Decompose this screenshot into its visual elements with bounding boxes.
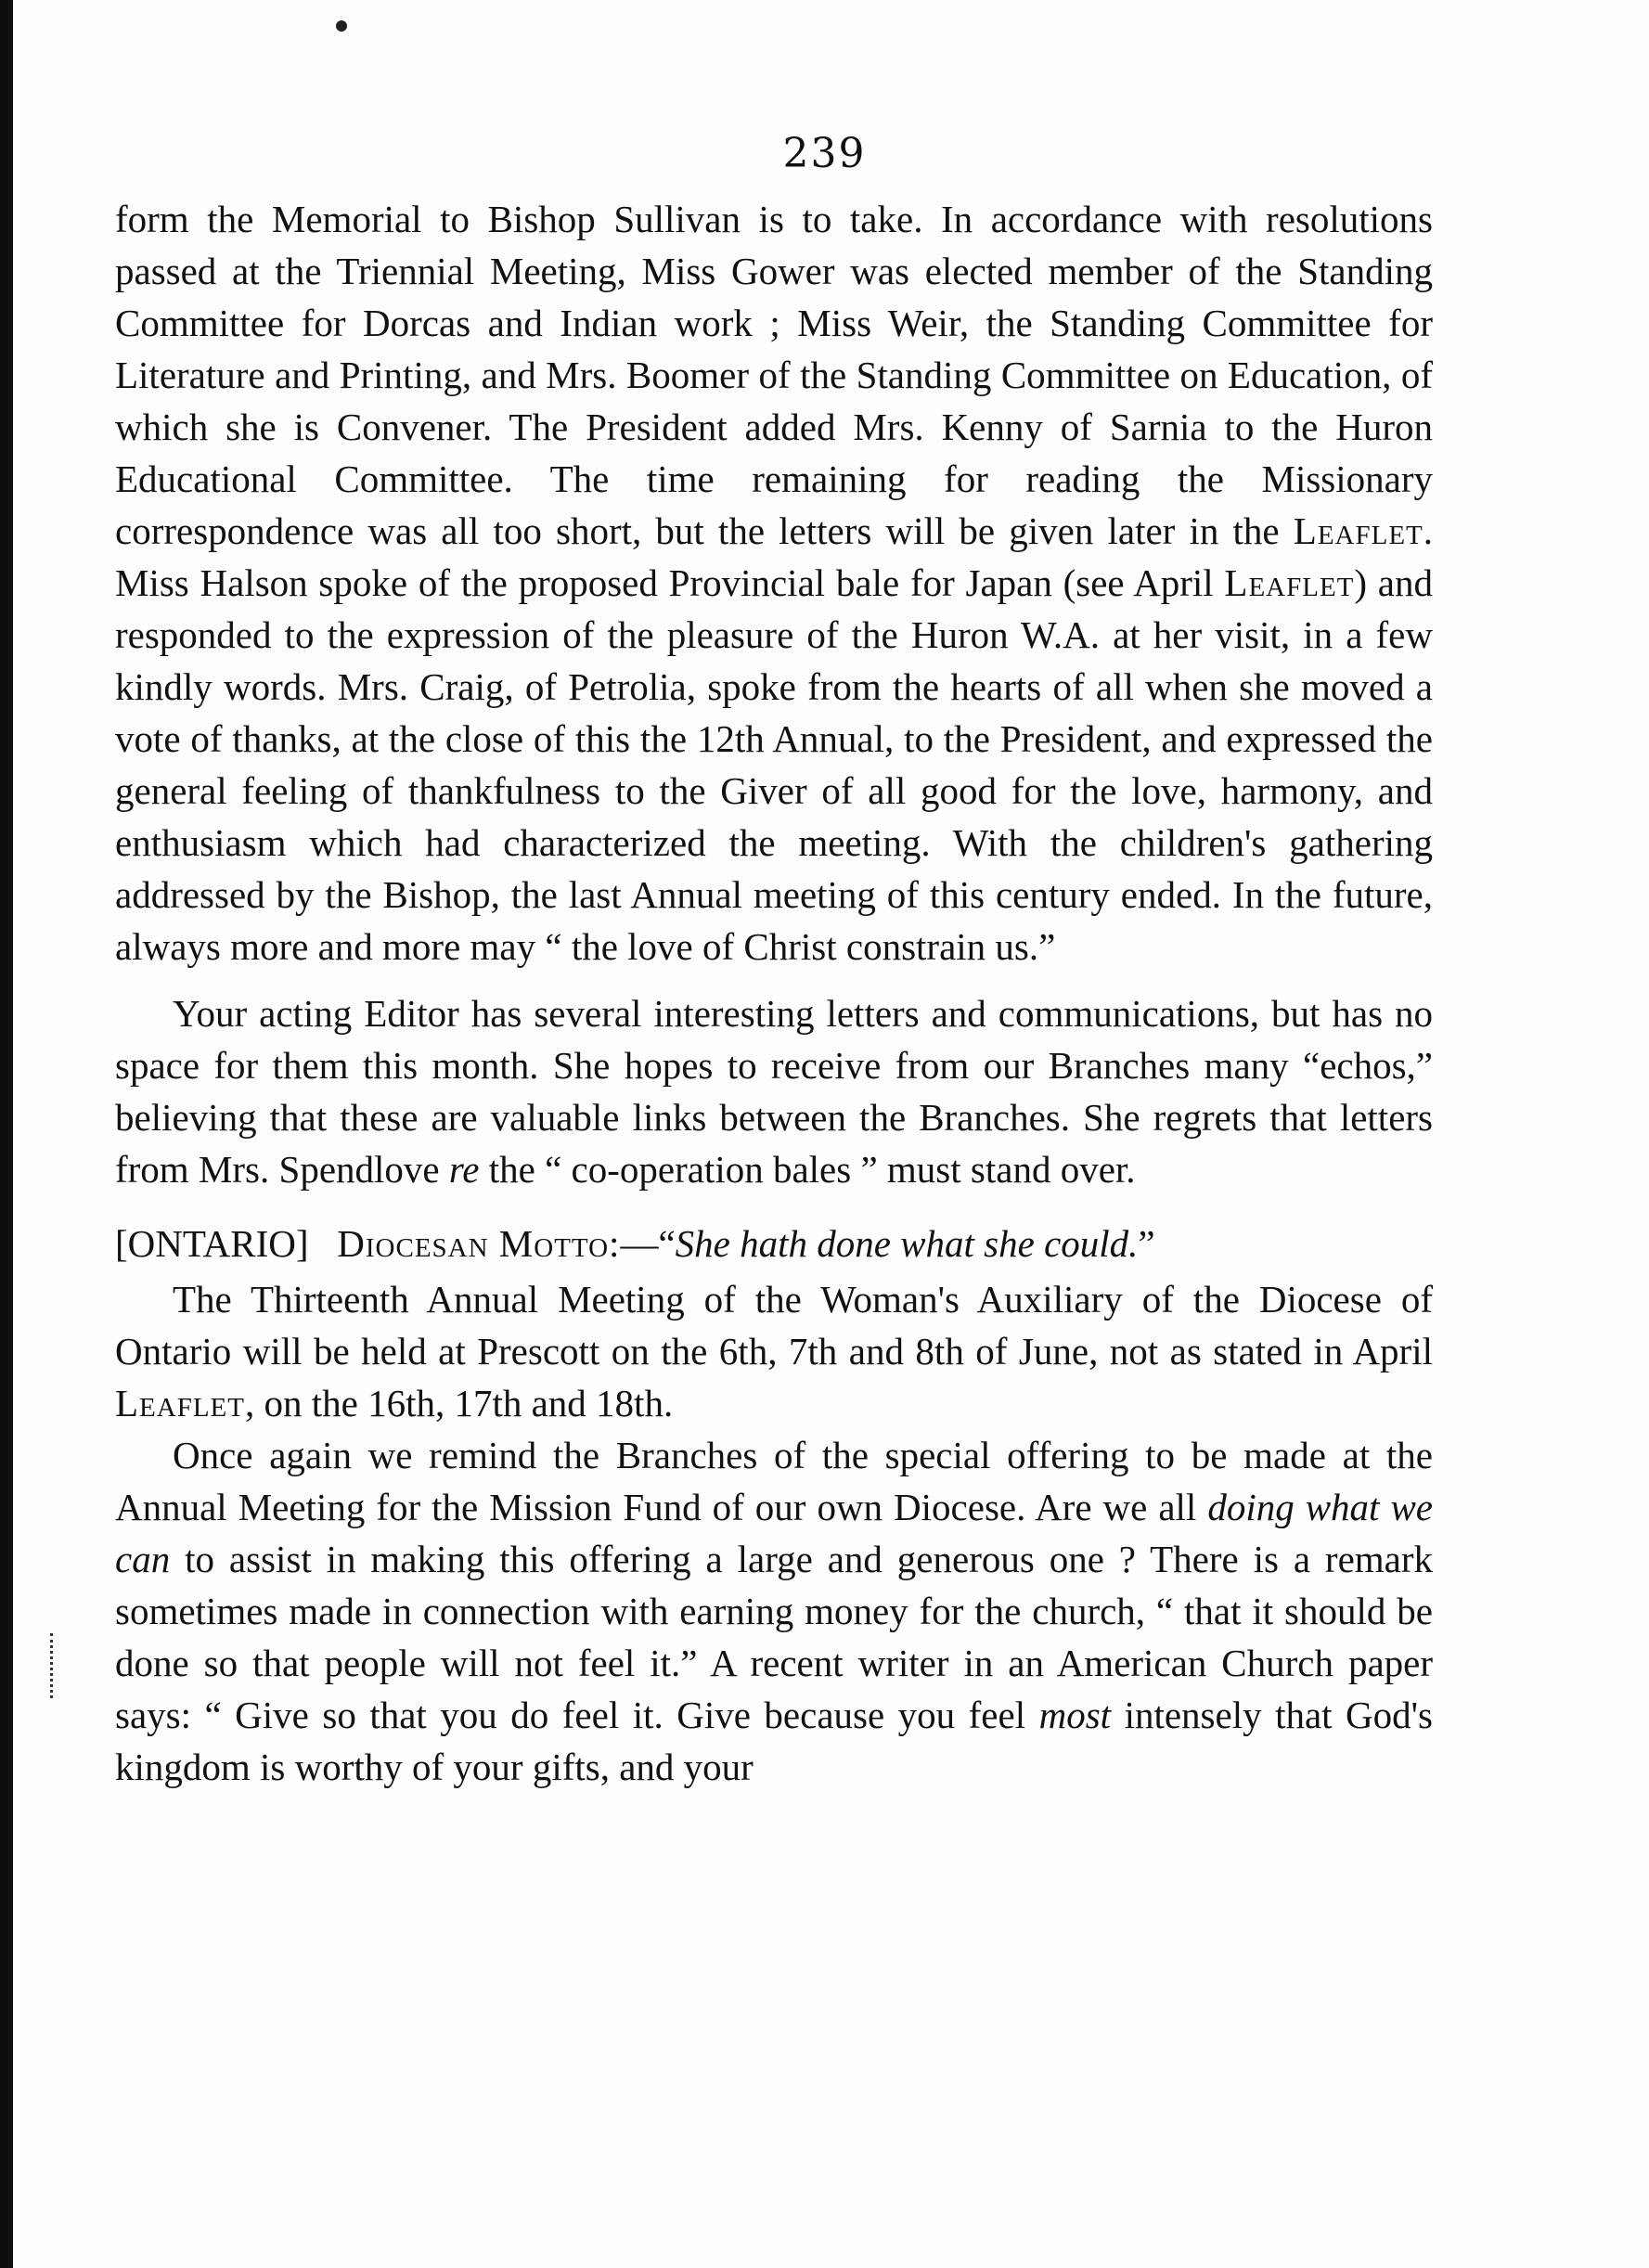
paragraph-text: . Miss Halson spoke of the proposed Provincial bale for Japan (see April bbox=[115, 509, 1434, 604]
paragraph-mission-fund bbox=[115, 1429, 1433, 1793]
paragraph-text: form the Memorial to Bishop Sullivan is to take. In accordance with resolutions passed at the Triennial Meeting, Miss Gower was elected member of the Standing Committee for Dorcas and Indian work ; Miss Weir, the Standing Committee for Literature and Printing, and Mrs. Boomer of the Standing Committee on Education, of which she is Convener. The President added Mrs. Kenny of Sarnia to the Huron Educational Committee. The time remaining for reading the Missionary correspondence was all too short, but the letters will be given later in the bbox=[115, 198, 1433, 552]
motto-text: She hath done what she could. bbox=[675, 1222, 1139, 1265]
margin-speck bbox=[50, 1633, 57, 1698]
ink-speck bbox=[336, 20, 347, 32]
paragraph-huron-meeting bbox=[115, 193, 1433, 973]
italic-most: most bbox=[1038, 1694, 1112, 1736]
paragraph-text: The Thirteenth Annual Meeting of the Woman's Auxiliary of the Diocese of Ontario will be held at Prescott on the 6th, 7th and 8th of June, not as stated in April bbox=[115, 1278, 1433, 1372]
paragraph-editor-note bbox=[115, 987, 1433, 1195]
binding-edge bbox=[0, 0, 13, 2268]
paragraph-text: ) and responded to the expression of the pleasure of the Huron W.A. at her visit, in a few kindly words. Mrs. Craig, of Petrolia, spoke from the hearts of all when she moved a vote of thanks, at the close of this the 12th Annual, to the President, and expressed the general feeling of thankfulness to the Giver of all good for the love, harmony, and enthusiasm which had characterized the meeting. With the children's gathering addressed by the Bishop, the last Annual meeting of this century ended. In the future, always more and more may “ the love of Christ constrain us.” bbox=[115, 561, 1434, 968]
page-number: 239 bbox=[782, 130, 867, 177]
motto-dash: —“ bbox=[620, 1222, 676, 1265]
italic-re: re bbox=[448, 1148, 480, 1191]
paragraph-annual-meeting bbox=[115, 1273, 1433, 1429]
leaflet-ref: Leaflet bbox=[1293, 509, 1424, 552]
diocesan-motto-heading bbox=[115, 1218, 1433, 1269]
paragraph-text: intensely that God's kingdom is worthy of your gifts, and your bbox=[115, 1694, 1434, 1788]
italic-phrase: doing what we can bbox=[115, 1486, 1433, 1580]
body-text bbox=[115, 193, 1433, 1793]
leaflet-ref: Leaflet bbox=[115, 1382, 245, 1424]
paragraph-text: the “ co-operation bales ” must stand over. bbox=[488, 1148, 1136, 1191]
motto-close: ” bbox=[1138, 1222, 1155, 1265]
leaflet-ref: Leaflet bbox=[1224, 561, 1355, 604]
paragraph-text: to assist in making this offering a large and generous one ? There is a remark sometimes made in connection with earning money for the church, “ that it should be done so that people will not feel it.” A recent writer in an American Church paper says: “ Give so that you do feel it. Give because you feel bbox=[115, 1538, 1434, 1736]
paragraph-text: Your acting Editor has several interesting letters and communications, but has no space for them this month. She hopes to receive from our Branches many “echos,” believing that these are valuable links between the Branches. She regrets that letters from Mrs. Spendlove bbox=[115, 992, 1433, 1191]
paragraph-text: Once again we remind the Branches of the special offering to be made at the Annual Meeting for the Mission Fund of our own Diocese. Are we all bbox=[115, 1434, 1433, 1528]
motto-label: Diocesan Motto: bbox=[337, 1222, 621, 1265]
paragraph-text: , on the 16th, 17th and 18th. bbox=[244, 1382, 674, 1424]
motto-diocese: [ONTARIO] bbox=[115, 1222, 309, 1265]
